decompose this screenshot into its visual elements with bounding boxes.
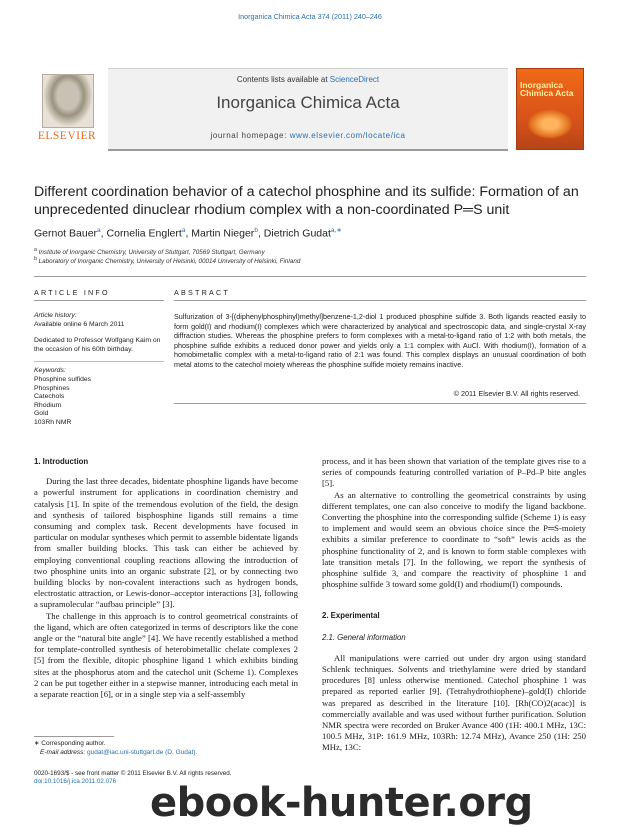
- keyword-item: 103Rh NMR: [34, 418, 72, 426]
- affiliation-b-marker: b: [34, 256, 37, 262]
- author-list: Gernot Bauer$^a$, Cornelia Englert$^a$, Martin Nieger$^b$, Dietrich Gudat$^{a,∗}$: [34, 227, 342, 240]
- author-affiliation-marker[interactable]: b: [254, 227, 258, 234]
- affiliation-a: [34, 247, 586, 256]
- abstract-text: Sulfurization of 3-[(diphenylphosphinyl)methyl]benzene-1,2-diol 1 produced phosphine sulfide 3. Both ligands reacted easily to form gold(I) and rhodium(I) complexes which were characterized by analytical and spectroscopic data, and single-crystal X-ray diffraction studies. Whereas the phosphine prefers to form complexes with a metal-to-ligand ratio of 1:2 with both metals, the phosphine sulfide exhibits a reduced donor power and yields only a 1:1 complex with AuCl. With rhodium(I), formation of a homobimetallic complex with a metal-to-ligand ratio of 2:1 was found. This complex displays an unusual coordination of both metal atoms to the catechol moiety whereas the phosphine sulfide moiety remains inactive.: [174, 312, 586, 369]
- affiliation-b-text: Laboratory of Inorganic Chemistry, University of Helsinki, 00014 University of Helsinki, Finland: [38, 258, 301, 266]
- cover-graphic: [527, 109, 573, 139]
- right-column: [322, 456, 586, 754]
- contents-prefix: Contents lists available at: [236, 75, 330, 84]
- article-info-heading: ARTICLE INFO: [34, 288, 110, 297]
- author-affiliation-marker[interactable]: a: [181, 227, 186, 234]
- intro-paragraph-4: As an alternative to controlling the geometrical constraints by using different templates, one can also conceive to modify the ligand backbone. Converting the phosphine into the corresponding sulfide (Scheme 1) is easy to implement and would seem an obvious choice since the P═S-moiety exhibits a similar preference to coordinate to “soft” lewis acids as the phosphine functionality of 2, and is known to form stable complexes with late transition metals [7]. In the following, we report the synthesis of phosphine sulfide 3, and compare the reactivity of phosphine 1 and phosphine sulfide 3 toward some gold(I) and rhodium(I) compounds.: [322, 489, 586, 590]
- author-name: Gernot Bauer: [34, 227, 98, 240]
- left-column: [34, 456, 298, 700]
- article-info-rule: [34, 300, 164, 301]
- homepage-prefix: journal homepage:: [210, 131, 290, 140]
- author-email-link[interactable]: gudat@iac.uni-stuttgart.de (D. Gudat).: [86, 748, 198, 756]
- abstract-bottom-rule: [174, 403, 586, 404]
- author-name: Cornelia Englert: [106, 227, 182, 240]
- journal-homepage: [108, 131, 508, 140]
- header-band: [108, 68, 508, 151]
- general-information-heading: 2.1. General information: [322, 632, 406, 642]
- author-name: Martin Nieger: [191, 227, 255, 240]
- sciencedirect-link[interactable]: ScienceDirect: [329, 75, 380, 84]
- introduction-heading: 1. Introduction: [34, 457, 89, 466]
- journal-header: [34, 68, 586, 148]
- keyword-item: Catechols: [34, 393, 65, 401]
- dedication-line-2: the occasion of his 60th birthday.: [34, 345, 133, 353]
- keywords-label: Keywords:: [34, 367, 66, 375]
- journal-cover-image: [516, 68, 584, 150]
- abstract-rule: [174, 300, 586, 301]
- issn-line: 0020-1693/$ - see front matter © 2011 Elsevier B.V. All rights reserved.: [34, 770, 232, 777]
- author-name: Dietrich Gudat: [263, 227, 331, 240]
- affiliation-a-text: Institute of Inorganic Chemistry, University of Stuttgart, 70569 Stuttgart, Germany: [38, 249, 265, 257]
- affiliation-a-marker: a: [34, 247, 37, 253]
- elsevier-logo: [34, 74, 100, 148]
- footnote: [34, 740, 298, 757]
- journal-title: Inorganica Chimica Acta: [216, 93, 400, 112]
- copyright-notice: © 2011 Elsevier B.V. All rights reserved.: [453, 389, 580, 398]
- keyword-item: Rhodium: [34, 401, 62, 409]
- journal-reference[interactable]: Inorganica Chimica Acta 374 (2011) 240–246: [238, 12, 382, 21]
- corresponding-author-note: ∗ Corresponding author.: [34, 740, 106, 747]
- contents-line: [108, 75, 508, 84]
- keyword-item: Phosphine sulfides: [34, 375, 92, 383]
- email-label: E-mail address:: [40, 748, 87, 756]
- info-separator: [34, 361, 164, 362]
- keyword-item: Phosphines: [34, 384, 70, 392]
- doi-link[interactable]: doi:10.1016/j.ica.2011.02.076: [34, 778, 117, 786]
- affiliation-b: [34, 256, 586, 265]
- history-value: Available online 6 March 2011: [34, 320, 125, 328]
- history-label: Article history:: [34, 312, 77, 319]
- keyword-item: Gold: [34, 410, 49, 418]
- intro-paragraph-2: The challenge in this approach is to control geometrical constraints of the ligand, which are often categorized in terms of descriptors like the cone angle or the “natural bite angle” [4]. We have recently established a method for template-controlled synthesis of heterobimetallic chelate complexes 2 [5] from the flexible, ditopic phosphine ligand 1 which exhibits binding sites at the phosphorus atom and the catechol unit (Scheme 1). Complexes 2 can be put together either in a stepwise manner, introducing each metal in a separate reaction [6], or in a single step via a self-assembly: [34, 610, 298, 700]
- experimental-heading: 2. Experimental: [322, 611, 380, 621]
- header-divider: [34, 276, 586, 277]
- author-affiliation-marker[interactable]: a: [97, 227, 101, 234]
- author-affiliation-marker[interactable]: a,∗: [330, 227, 342, 234]
- elsevier-wordmark: ELSEVIER: [37, 130, 97, 142]
- elsevier-tree-icon: [42, 74, 94, 128]
- intro-paragraph-3: process, and it has been shown that variation of the template gives rise to a series of compounds featuring controlled variation of P–Pd–P bite angles [5].: [322, 456, 586, 489]
- footnote-rule: [34, 736, 114, 737]
- intro-paragraph-1: During the last three decades, bidentate phosphine ligands have become a powerful instrument for applications in coordination chemistry and catalysis [1]. In spite of the tremendous evolution of the field, the design and synthesis of tailored bisphosphine ligands still remains a time consuming and complex task. Recent developments have focused in particular on modular syntheses which permit to assemble bidentate ligands from smaller building blocks. This task can either be achieved by employing conventional coupling reactions allowing the introduction of two phosphine units into an organic substrate [2], or by connecting two building blocks by non-covalent interactions such as hydrogen bonds, electrostatic attraction, or Lewis-donor–acceptor interactions [3], following a supramolecular “aufbau principle” [3].: [34, 476, 298, 610]
- cover-title: Inorganica Chimica Acta: [520, 80, 574, 98]
- general-information-paragraph: All manipulations were carried out under dry argon using standard Schlenk techniques. Solvents and triethylamine were dried by standard procedures [8] unless otherwise mentioned. Catechol phosphine 1 was prepared as reported earlier [9]. (Tetrahydrothiophene)–gold(I) chloride was prepared as described in the literature [10]. [Rh(CO)2(acac)] is commercially available and was used without further purification. Solution NMR spectra were recorded on Bruker Avance 400 (1H: 400.1 MHz, 13C: 100.5 MHz, 31P: 161.9 MHz, 103Rh: 12.74 MHz), Avance 250 (1H: 250 MHz, 13C:: [322, 652, 586, 753]
- homepage-link[interactable]: www.elsevier.com/locate/ica: [289, 131, 406, 140]
- watermark-overlay: ebook-hunter.org: [150, 780, 533, 826]
- article-title: Different coordination behavior of a catechol phosphine and its sulfide: Formation of an unprecedented dinuclear rhodium complex with a non-coordinated P═S unit: [34, 184, 579, 218]
- article-info: [34, 312, 164, 428]
- abstract-heading: ABSTRACT: [174, 288, 230, 297]
- dedication-line-1: Dedicated to Professor Wolfgang Kaim on: [34, 337, 161, 345]
